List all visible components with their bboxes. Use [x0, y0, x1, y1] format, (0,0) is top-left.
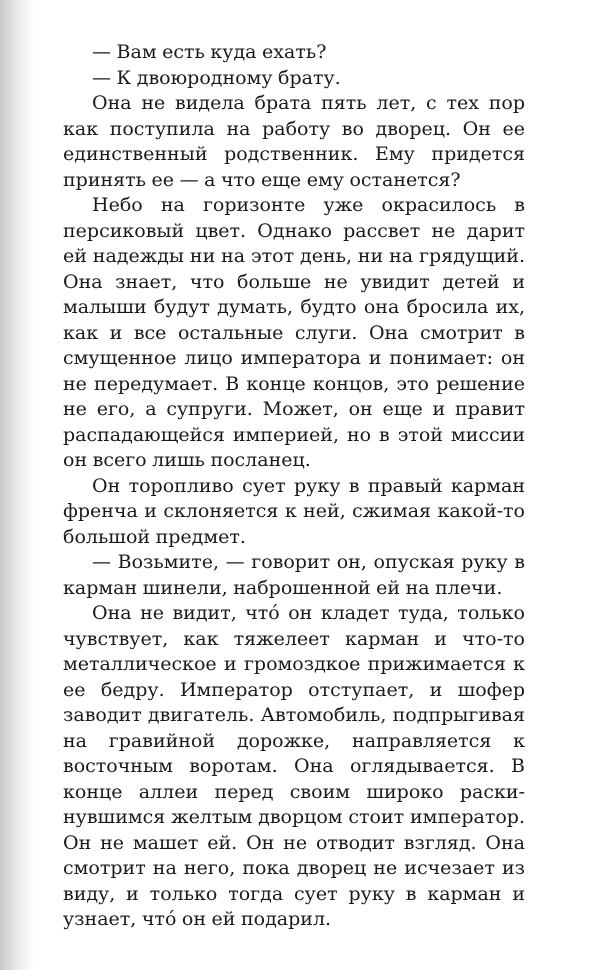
paragraph-3: Она не видела брата пять лет, с тех пор как поступила на работу во дворец. Он ее единственный родственник. Ему придется принять ее — а что еще ему останется? — [63, 92, 525, 191]
paragraph-4: Небо на горизонте уже окрасилось в персиковый цвет. Однако рассвет не дарит ей надежды ни на этот день, ни на грядущий. Она знает, что больше не увидит детей и малыши будут думать, будто она бросила их, как и все остальные слуги. Она смотрит в смущенное лицо императора и понимает: он не передумает. В конце концов, это решение не его, а супруги. Может, он еще и правит распадающейся империей, но в этой миссии он всего лишь посланец. — [63, 194, 525, 471]
paragraph-2: — К двоюродному брату. — [92, 66, 341, 89]
page-edge-shadow — [0, 0, 34, 970]
paragraph-5: Он торопливо сует руку в правый карман френча и склоняется к ней, сжимая какой-то большой предмет. — [63, 474, 525, 548]
book-page-text — [63, 40, 525, 933]
paragraph-7: Она не видит, что́ он кладет туда, только чувствует, как тяжелеет карман и что-то металлическое и громоздкое прижимается к ее бедру. Император отступает, и шофер заводит двигатель. Автомобиль, подпрыгивая на гравийной дорожке, направляется к восточным воротам. Она оглядывается. В конце аллеи перед своим широко раскинувшимся желтым дворцом стоит император. Он не машет ей. Он не отводит взгляд. Она смотрит на него, пока дворец не исчезает из виду, и только тогда сует руку в карман и узнает, что́ он ей подарил. — [63, 602, 525, 930]
paragraph-6: — Возьмите, — говорит он, опуская руку в карман шинели, наброшенной ей на плечи. — [63, 551, 525, 599]
paragraph-1: — Вам есть куда ехать? — [92, 41, 327, 63]
